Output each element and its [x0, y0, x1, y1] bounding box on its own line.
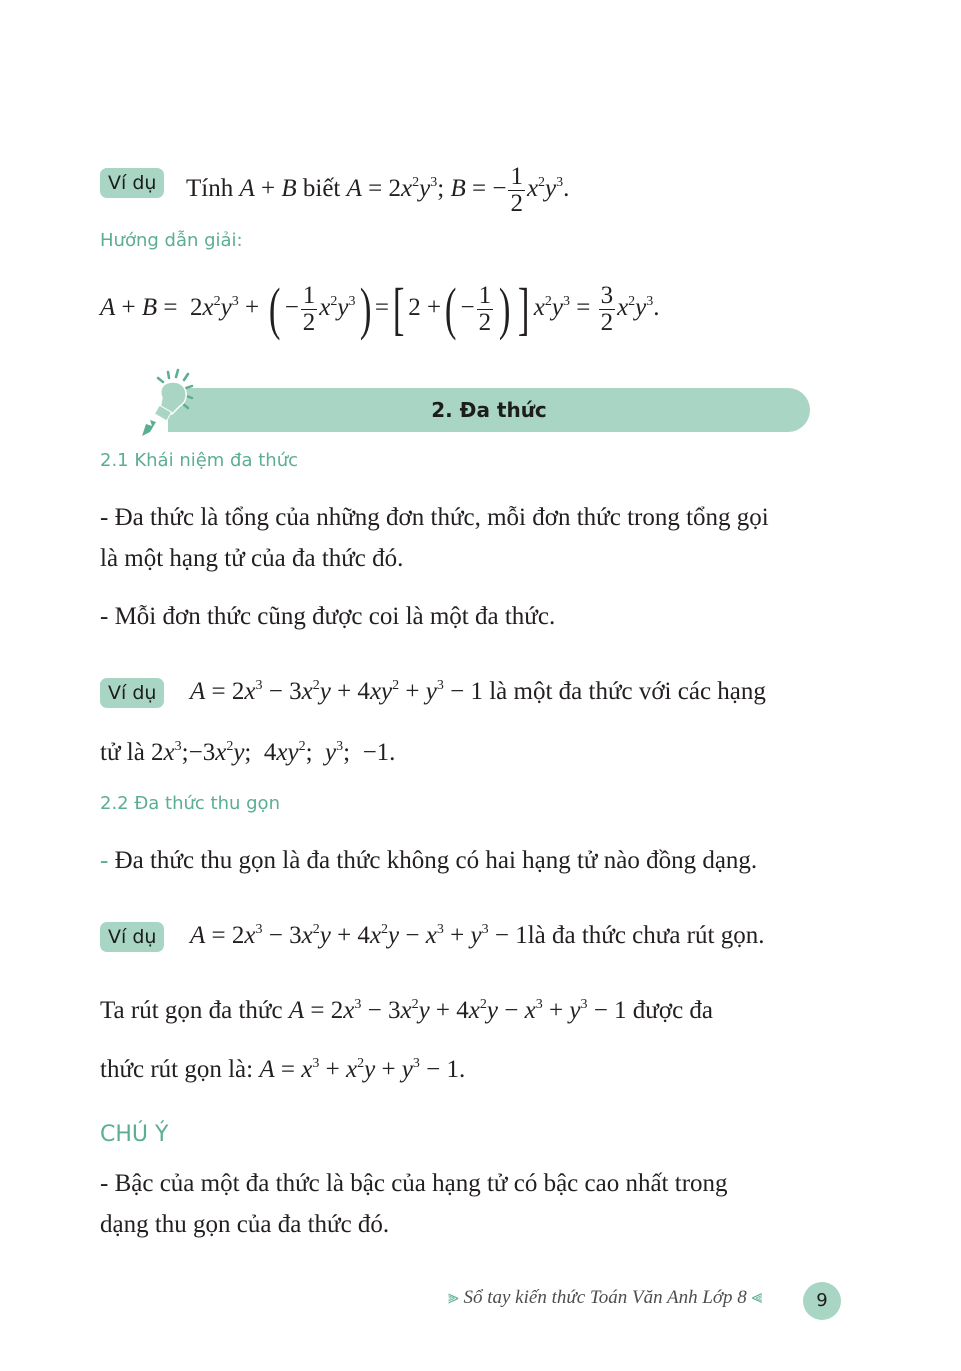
sub21-para1-line1: - Đa thức là tổng của những đơn thức, mỗi đơn thức trong tổng gọi: [100, 504, 769, 531]
example-badge: Ví dụ: [100, 922, 164, 952]
leaf-right-icon: ⫷: [751, 1287, 763, 1308]
lightbulb-rocket-icon: [128, 366, 208, 440]
book-title: Sổ tay kiến thức Toán Văn Anh Lớp 8: [463, 1287, 747, 1308]
example2-prefix: tử là: [100, 739, 152, 766]
example1-mid: biết: [296, 175, 347, 203]
example1-statement: Tính A + B biết $A = 2x^2y^3$; B = − $\frac{1}{2}$ $x^2y^3$.: [186, 163, 570, 217]
frac-num: 1: [510, 163, 523, 190]
leaf-left-icon: ⫸: [448, 1287, 459, 1308]
example-badge: Ví dụ: [100, 168, 164, 198]
example3-line: $A = 2x^3 - 3x^2y + 4x^2y - x^3 + y^3$ − 1là đa thức chưa rút gọn.: [190, 922, 765, 949]
reduce-line1: Ta rút gọn đa thức $A = 2x^3 - 3x^2y + 4x^2y - x^3 + y^3 - 1$ được đa: [100, 997, 714, 1024]
footer-book-title: [448, 1287, 762, 1309]
sub22-para: - Đa thức thu gọn là đa thức không có hai hạng tử nào đồng dạng.: [100, 847, 758, 874]
solution-equation: $A + B = 2x^2y^3$ + ( − $\frac{1}{2}$ $x^2y^3$) =[ 2 +( − $\frac{1}{2}$ ) ] $x^2y^3$ = $\frac{3}{2}$ $x^2y^3$.: [100, 276, 660, 342]
sub21-para1-line2: là một hạng tử của đa thức đó.: [100, 545, 404, 572]
example2-line1: $A = 2x^3 - 3x^2y + 4xy^2 + y^3 - 1$ là một đa thức với các hạng: [190, 678, 766, 705]
frac-den: 2: [510, 190, 523, 217]
example-badge: Ví dụ: [100, 678, 164, 708]
reduce-prefix: Ta rút gọn đa thức: [100, 997, 289, 1024]
subsection-2-1-heading: 2.1 Khái niệm đa thức: [100, 450, 298, 471]
example1-math: $A = 2x^2y^3$; B = − $\frac{1}{2}$ $x^2y^3$.: [346, 163, 570, 217]
reduce-suffix: được đa: [626, 997, 714, 1024]
note-heading: CHÚ Ý: [100, 1122, 169, 1147]
example2-line2: tử là $2x^3;-3x^2y$; $4xy^2$; $y^3$; −1.: [100, 739, 396, 766]
solution-heading: Hướng dẫn giải:: [100, 230, 243, 251]
sub22-para-text: Đa thức thu gọn là đa thức không có hai hạng tử nào đồng dạng.: [114, 847, 758, 874]
example1-prefix: Tính: [186, 175, 240, 203]
example2-text: là một đa thức với các hạng: [482, 678, 766, 705]
reduce-line2-prefix: thức rút gọn là:: [100, 1056, 260, 1083]
section-title: 2. Đa thức: [431, 398, 547, 422]
example3-text: là đa thức chưa rút gọn.: [527, 922, 765, 949]
reduce-line2: thức rút gọn là: $A = x^3 + x^2y + y^3 - 1$.: [100, 1056, 466, 1083]
sub21-para2: - Mỗi đơn thức cũng được coi là một đa thức.: [100, 603, 556, 630]
subsection-2-2-heading: 2.2 Đa thức thu gọn: [100, 793, 280, 814]
page-number: 9: [803, 1282, 841, 1320]
note-line1: - Bậc của một đa thức là bậc của hạng tử có bậc cao nhất trong: [100, 1170, 728, 1197]
note-line2: dạng thu gọn của đa thức đó.: [100, 1211, 390, 1238]
section-banner: [168, 388, 810, 432]
